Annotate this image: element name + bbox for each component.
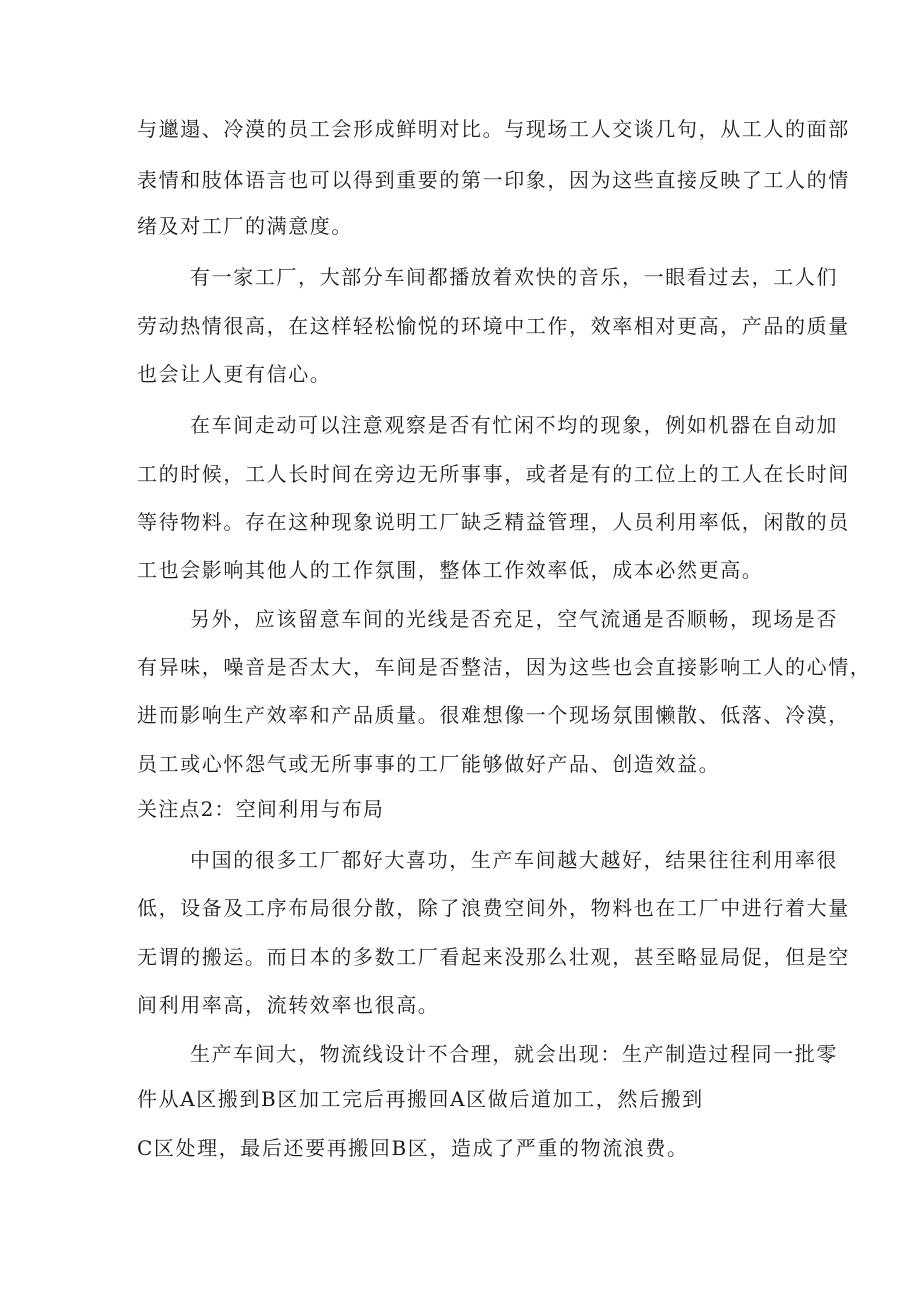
paragraph-6-line-2: 件从A区搬到B区加工完后再搬回A区做后道加工，然后搬到 — [137, 1087, 704, 1111]
paragraph-1-line-1: 与邋遢、冷漠的员工会形成鲜明对比。与现场工人交谈几句，从工人的面部 — [137, 117, 850, 141]
paragraph-2-line-3: 也会让人更有信心。 — [137, 362, 332, 386]
paragraph-5-line-1: 中国的很多工厂都好大喜功，生产车间越大越好，结果往往利用率很 — [190, 848, 838, 872]
paragraph-3-line-3: 等待物料。存在这种现象说明工厂缺乏精益管理，人员利用率低，闲散的员 — [137, 510, 850, 534]
paragraph-5-line-4: 间利用率高，流转效率也很高。 — [137, 993, 440, 1017]
paragraph-5-line-3: 无谓的搬运。而日本的多数工厂看起来没那么壮观，甚至略显局促，但是空 — [137, 945, 850, 969]
paragraph-4-line-1: 另外，应该留意车间的光线是否充足，空气流通是否顺畅，现场是否 — [190, 607, 838, 631]
paragraph-3-line-4: 工也会影响其他人的工作氛围，整体工作效率低，成本必然更高。 — [137, 558, 764, 582]
paragraph-3-line-1: 在车间走动可以注意观察是否有忙闲不均的现象，例如机器在自动加 — [190, 413, 838, 437]
paragraph-1-line-3: 绪及对工厂的满意度。 — [137, 214, 353, 238]
paragraph-3-line-2: 工的时候，工人长时间在旁边无所事事，或者是有的工位上的工人在长时间 — [137, 462, 850, 486]
paragraph-2-line-1: 有一家工厂，大部分车间都播放着欢快的音乐，一眼看过去，工人们 — [190, 265, 838, 289]
paragraph-4-line-3: 进而影响生产效率和产品质量。很难想像一个现场氛围懒散、低落、冷漠， — [137, 703, 850, 727]
paragraph-4-line-4: 员工或心怀怨气或无所事事的工厂能够做好产品、创造效益。 — [137, 752, 721, 776]
paragraph-4-line-2: 有异味，噪音是否太大，车间是否整洁，因为这些也会直接影响工人的心情， — [137, 655, 872, 679]
paragraph-6-line-3: C区处理，最后还要再搬回B区，造成了严重的物流浪费。 — [137, 1136, 689, 1160]
paragraph-1-line-2: 表情和肢体语言也可以得到重要的第一印象，因为这些直接反映了工人的情 — [137, 168, 850, 192]
paragraph-6-line-1: 生产车间大，物流线设计不合理，就会出现：生产制造过程同一批零 — [190, 1042, 838, 1066]
paragraph-5-line-2: 低，设备及工序布局很分散，除了浪费空间外，物料也在工厂中进行着大量 — [137, 896, 850, 920]
paragraph-2-line-2: 劳动热情很高，在这样轻松愉悦的环境中工作，效率相对更高，产品的质量 — [137, 314, 850, 338]
section-heading: 关注点2：空间利用与布局 — [137, 797, 385, 821]
